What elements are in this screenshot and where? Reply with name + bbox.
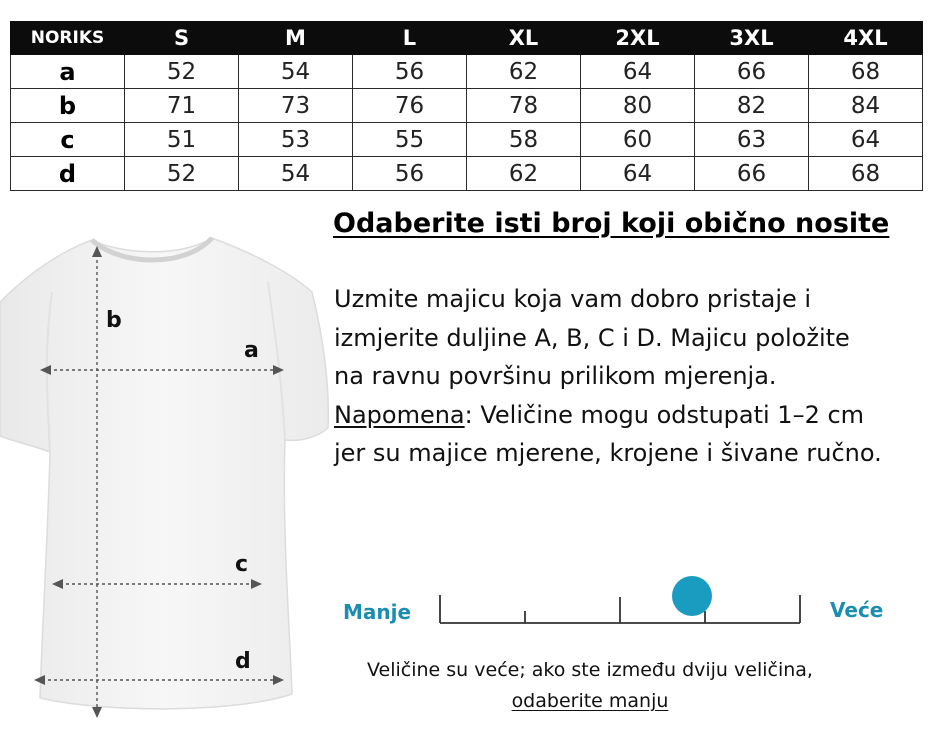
size-header: 3XL <box>695 22 809 55</box>
scale-label-smaller: Manje <box>343 600 412 624</box>
table-cell: 66 <box>695 55 809 89</box>
table-cell: 54 <box>239 55 353 89</box>
size-header: M <box>239 22 353 55</box>
fit-advice <box>330 655 850 717</box>
table-cell: 76 <box>353 89 467 123</box>
table-cell: 71 <box>125 89 239 123</box>
size-header-row <box>11 22 923 55</box>
table-cell: 82 <box>695 89 809 123</box>
label-a: a <box>244 338 259 363</box>
fit-advice-text: odaberite manju <box>511 690 669 712</box>
table-cell: 56 <box>353 55 467 89</box>
fit-note-text: Veličine su veće; ako ste između dviju veličina, <box>367 659 813 681</box>
table-cell: 55 <box>353 123 467 157</box>
table-row <box>11 55 923 89</box>
size-header: L <box>353 22 467 55</box>
row-label: b <box>11 89 125 123</box>
tshirt-measurement-diagram <box>0 232 330 730</box>
fit-marker <box>672 576 712 616</box>
page-title: Odaberite isti broj koji obično nosite <box>333 208 890 239</box>
size-header: 4XL <box>809 22 923 55</box>
table-cell: 64 <box>809 123 923 157</box>
size-header: 2XL <box>581 22 695 55</box>
table-cell: 64 <box>581 55 695 89</box>
table-cell: 53 <box>239 123 353 157</box>
size-header: S <box>125 22 239 55</box>
size-header: XL <box>467 22 581 55</box>
table-cell: 58 <box>467 123 581 157</box>
label-c: c <box>235 552 249 577</box>
table-row <box>11 89 923 123</box>
table-cell: 54 <box>239 157 353 191</box>
table-row <box>11 157 923 191</box>
brand-header: NORIKS <box>11 22 125 55</box>
table-cell: 80 <box>581 89 695 123</box>
table-cell: 62 <box>467 55 581 89</box>
row-label: c <box>11 123 125 157</box>
note-paragraph <box>334 396 884 473</box>
table-cell: 52 <box>125 55 239 89</box>
table-cell: 52 <box>125 157 239 191</box>
label-b: b <box>106 308 122 333</box>
table-cell: 68 <box>809 157 923 191</box>
table-row <box>11 123 923 157</box>
table-cell: 60 <box>581 123 695 157</box>
note-label: Napomena <box>334 400 465 429</box>
instructions-text <box>334 280 884 473</box>
row-label: d <box>11 157 125 191</box>
table-cell: 64 <box>581 157 695 191</box>
tshirt-illustration <box>0 232 330 730</box>
table-cell: 66 <box>695 157 809 191</box>
table-cell: 84 <box>809 89 923 123</box>
size-chart-table <box>10 21 923 191</box>
table-cell: 63 <box>695 123 809 157</box>
fit-scale <box>430 575 810 635</box>
scale-label-larger: Veće <box>830 598 884 622</box>
label-d: d <box>235 649 251 674</box>
table-cell: 56 <box>353 157 467 191</box>
table-cell: 62 <box>467 157 581 191</box>
table-cell: 78 <box>467 89 581 123</box>
table-cell: 68 <box>809 55 923 89</box>
note-text: : Veličine mogu odstupati 1–2 cm jer su majice mjerene, krojene i šivane ručno. <box>334 400 882 467</box>
table-cell: 51 <box>125 123 239 157</box>
table-cell: 73 <box>239 89 353 123</box>
row-label: a <box>11 55 125 89</box>
measuring-instructions: Uzmite majicu koja vam dobro pristaje i izmjerite duljine A, B, C i D. Majicu položite na ravnu površinu prilikom mjerenja. <box>334 285 850 390</box>
